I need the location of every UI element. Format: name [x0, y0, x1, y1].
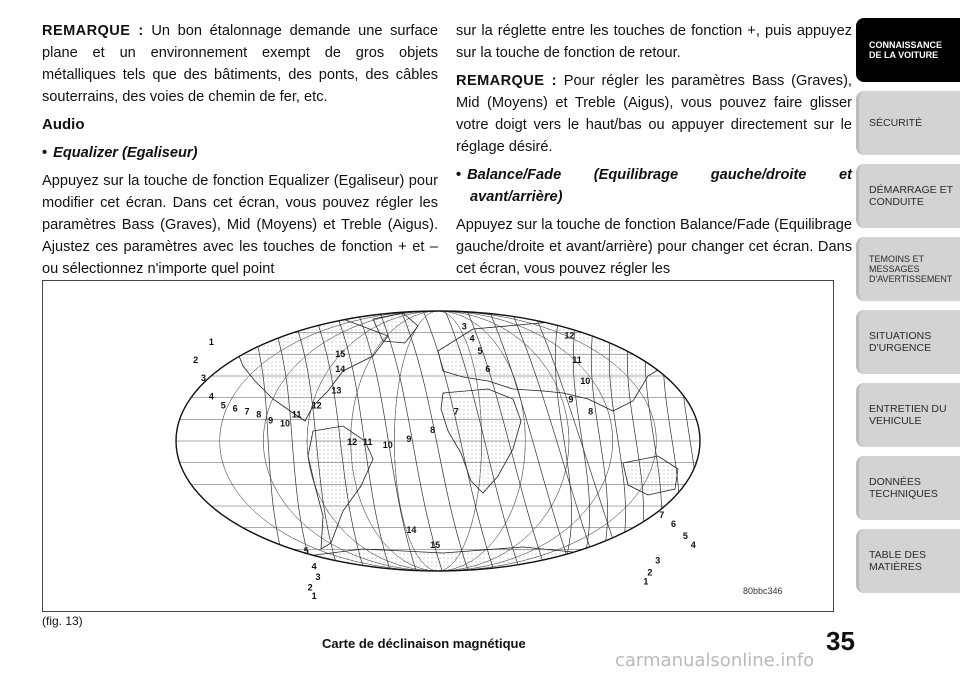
isoline-label: 7: [244, 406, 250, 417]
tab-8[interactable]: TABLE DES MATIÈRES: [856, 529, 960, 593]
note-paragraph: [456, 70, 852, 158]
isoline-label: 4: [208, 391, 214, 402]
isoline-label: 12: [311, 400, 322, 411]
figure-code: 80bbc346: [743, 586, 783, 596]
isoline: [625, 301, 644, 591]
isoline-label: 2: [307, 582, 313, 593]
isoline-label: 1: [643, 576, 649, 587]
tab-3[interactable]: DÉMARRAGE ET CONDUITE: [856, 164, 960, 228]
isoline-label: 15: [335, 348, 346, 359]
note-label: REMARQUE :: [456, 73, 557, 89]
note-paragraph: [42, 20, 438, 108]
isoline-label: 3: [201, 373, 207, 384]
isoline-label: 10: [580, 376, 591, 387]
isoline-label: 2: [647, 567, 653, 578]
isoline-label: 12: [347, 436, 358, 447]
isoline-label: 2: [193, 354, 199, 365]
isoline-label: 1: [208, 336, 214, 347]
isoline-label: 3: [461, 321, 467, 332]
isoline-label: 11: [362, 436, 373, 447]
tab-6[interactable]: ENTRETIEN DU VEHICULE: [856, 383, 960, 447]
isoline-label: 8: [588, 406, 594, 417]
isoline-label: 8: [256, 409, 262, 420]
bullet-icon: •: [42, 145, 48, 161]
australia: [623, 456, 678, 495]
isoline-label: 3: [655, 555, 661, 566]
watermark: carmanualsonline.info: [615, 650, 815, 671]
isoline-label: 14: [406, 524, 417, 535]
isoline-label: 5: [477, 345, 483, 356]
body-paragraph: Appuyez sur la touche de fonction Equalizer (Egaliseur) pour modifier cet écran. Dans cet écran, vous pouvez régler les paramètres Bass (Graves), Mid (Moyens) et Treble (Aigus). Ajustez ces paramètres avec les touches de fonction + et – ou sélectionnez n'importe quel point: [42, 173, 438, 277]
left-column: [42, 20, 438, 286]
chapter-tabs: [856, 18, 960, 602]
tab-1[interactable]: CONNAISSANCE DE LA VOITURE: [856, 18, 960, 82]
world-map-illustration: [43, 281, 833, 611]
isoline-label: 5: [303, 546, 309, 557]
isoline-label: 9: [568, 394, 574, 405]
continuation-paragraph: sur la réglette entre les touches de fonction +, puis appuyez sur la touche de fonction de retour.: [456, 23, 852, 61]
isoline-label: 4: [311, 561, 317, 572]
note-label: REMARQUE :: [42, 23, 144, 39]
isoline-label: 6: [671, 518, 677, 529]
bullet-title: [456, 164, 852, 208]
tab-5[interactable]: SITUATIONS D'URGENCE: [856, 310, 960, 374]
isoline-label: 7: [659, 509, 665, 520]
isoline-label: 6: [485, 364, 491, 375]
isoline-label: 15: [430, 540, 441, 551]
isoline-label: 9: [406, 433, 412, 444]
isoline-label: 10: [382, 439, 393, 450]
tab-2[interactable]: SÉCURITÉ: [856, 91, 960, 155]
figure-caption: Carte de déclinaison magnétique: [322, 636, 526, 651]
isoline-label: 12: [564, 330, 575, 341]
isoline-label: 11: [572, 354, 582, 365]
isoline: [607, 301, 626, 591]
note-text: Un bon étalonnage demande une surface plane et un environnement exempt de gros objets métalliques tels que des bâtiments, des ponts, des câbles souterrains, des voies de chemin de fer, etc.: [42, 23, 438, 105]
continents: [233, 313, 683, 573]
isoline-label: 10: [280, 418, 291, 429]
page-number: 35: [826, 626, 855, 656]
isoline: [643, 301, 665, 591]
isoline-label: 6: [232, 403, 238, 414]
bullet-title-text: Equalizer (Egaliseur): [53, 145, 198, 161]
isoline-label: 11: [291, 409, 302, 420]
bullet-icon: •: [456, 167, 462, 183]
right-column: [456, 20, 852, 286]
section-heading: Audio: [42, 116, 85, 133]
isoline-label: 4: [469, 333, 475, 344]
isoline-label: 5: [682, 531, 688, 542]
figure-reference: (fig. 13): [42, 614, 83, 628]
isoline-label: 8: [430, 424, 436, 435]
body-paragraph: Appuyez sur la touche de fonction Balance/Fade (Equilibrage gauche/droite et avant/arrière) pour changer cet écran. Dans cet écran, vous pouvez régler les: [456, 217, 852, 277]
isoline-label: 1: [311, 591, 317, 601]
tab-7[interactable]: DONNÉES TECHNIQUES: [856, 456, 960, 520]
tab-4[interactable]: TEMOINS ET MESSAGES D'AVERTISSEMENT: [856, 237, 960, 301]
isoline-label: 9: [268, 415, 274, 426]
isoline-label: 14: [335, 364, 346, 375]
bullet-title-text: Balance/Fade (Equilibrage gauche/droite et avant/arrière): [467, 167, 852, 205]
isoline-label: 5: [220, 400, 226, 411]
isoline-label: 7: [453, 406, 459, 417]
note-text: Pour régler les paramètres Bass (Graves), Mid (Moyens) et Treble (Aigus), vous pouvez faire glisser votre doigt vers le haut/bas ou appuyer directement sur le réglage désiré.: [456, 73, 852, 155]
isoline-label: 13: [331, 385, 342, 396]
isoline-label: 3: [315, 572, 321, 583]
declination-map-figure: [42, 280, 834, 612]
bullet-title: [42, 142, 438, 164]
isoline-label: 4: [690, 540, 696, 551]
isoline: [661, 301, 680, 591]
